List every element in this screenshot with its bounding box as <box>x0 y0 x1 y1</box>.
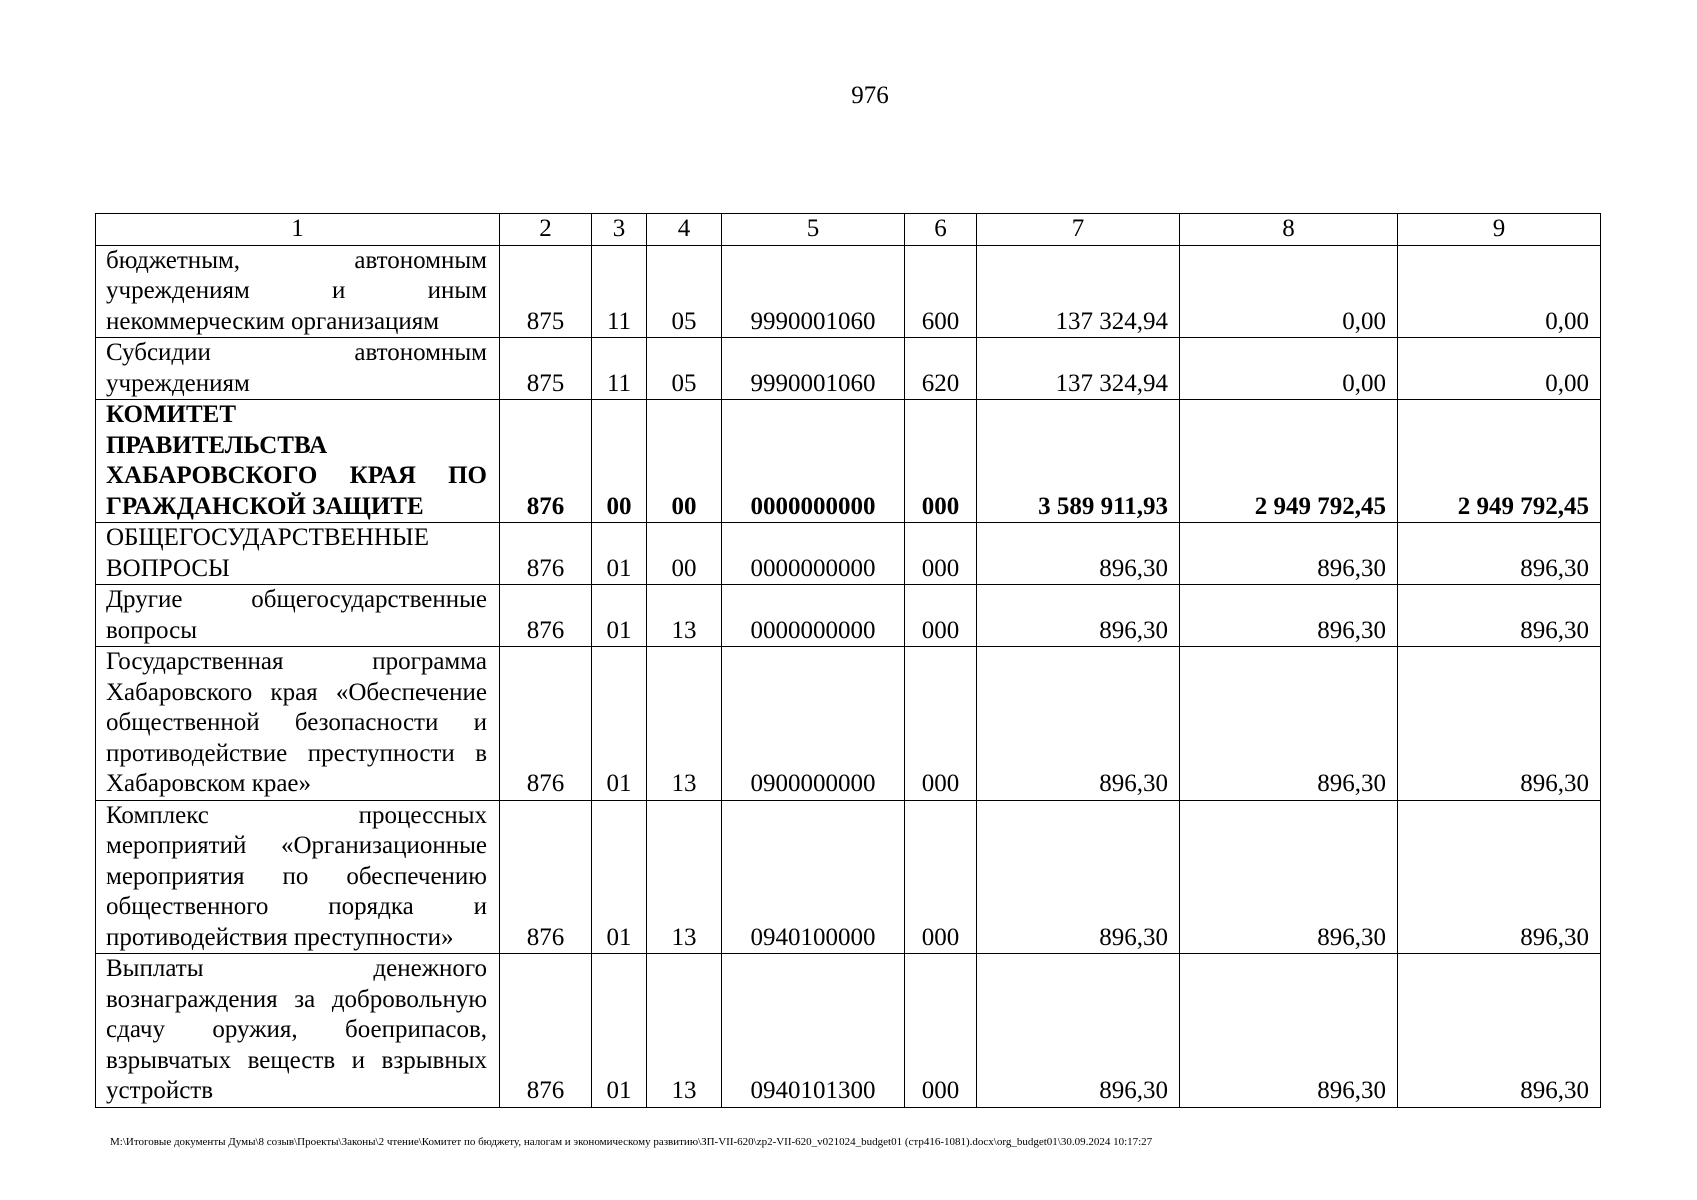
description-line: противодействие преступности в <box>106 739 487 767</box>
amount-year-2: 0,00 <box>1180 338 1398 400</box>
table-row <box>96 338 1601 400</box>
amount-year-2: 896,30 <box>1180 523 1398 585</box>
subsection-code: 13 <box>647 585 722 647</box>
target-article-code: 0000000000 <box>722 523 905 585</box>
amount-year-3: 896,30 <box>1398 585 1601 647</box>
amount-year-2: 2 949 792,45 <box>1180 400 1398 523</box>
description-line: Хабаровском крае» <box>106 770 312 797</box>
description-line: бюджетным, автономным <box>106 246 487 274</box>
row-description <box>96 647 500 801</box>
expense-type-code: 000 <box>905 585 977 647</box>
target-article-code: 0000000000 <box>722 585 905 647</box>
amount-year-1: 137 324,94 <box>977 245 1180 338</box>
row-description <box>96 245 500 338</box>
target-article-code: 0940100000 <box>722 800 905 954</box>
expense-type-code: 620 <box>905 338 977 400</box>
section-code: 01 <box>592 585 647 647</box>
description-line: Комплекс процессных <box>106 801 487 829</box>
ministry-code: 875 <box>500 338 592 400</box>
table-header-row <box>96 214 1601 246</box>
amount-year-2: 896,30 <box>1180 647 1398 801</box>
description-line: учреждениям и иным <box>106 277 487 304</box>
column-header: 6 <box>905 214 977 246</box>
ministry-code: 876 <box>500 523 592 585</box>
target-article-code: 9990001060 <box>722 338 905 400</box>
expense-type-code: 000 <box>905 954 977 1108</box>
subsection-code: 05 <box>647 338 722 400</box>
target-article-code: 9990001060 <box>722 245 905 338</box>
description-line: Государственная программа <box>106 648 487 675</box>
amount-year-3: 896,30 <box>1398 647 1601 801</box>
amount-year-2: 896,30 <box>1180 585 1398 647</box>
subsection-code: 00 <box>647 400 722 523</box>
amount-year-3: 0,00 <box>1398 338 1601 400</box>
description-line: Хабаровского края «Обеспечение <box>106 678 487 706</box>
description-line: сдачу оружия, боеприпасов, <box>106 1016 487 1043</box>
budget-table <box>95 213 1601 1108</box>
description-line: мероприятия по обеспечению <box>106 862 487 890</box>
section-code: 00 <box>592 400 647 523</box>
target-article-code: 0000000000 <box>722 400 905 523</box>
description-line: Другие общегосударственные <box>106 586 487 613</box>
table-row <box>96 585 1601 647</box>
file-path-footer: М:\Итоговые документы Думы\8 созыв\Проекты\Законы\2 чтение\Комитет по бюджету, налогам и экономическому развитию\ЗП-VII-620\zp2-VII-620_v021024_budget01 (стр416-1081).docx\org_budget01\30.09.2024 10:17:27 <box>110 1136 1153 1148</box>
description-line: ПРАВИТЕЛЬСТВА <box>106 431 328 459</box>
amount-year-2: 0,00 <box>1180 245 1398 338</box>
table-row <box>96 523 1601 585</box>
subsection-code: 00 <box>647 523 722 585</box>
row-description <box>96 585 500 647</box>
section-code: 01 <box>592 954 647 1108</box>
amount-year-2: 896,30 <box>1180 800 1398 954</box>
description-line: некоммерческим организациям <box>106 307 440 335</box>
description-line: взрывчатых веществ и взрывных <box>106 1046 487 1074</box>
description-line: общественной безопасности и <box>106 709 487 736</box>
expense-type-code: 000 <box>905 400 977 523</box>
amount-year-1: 896,30 <box>977 800 1180 954</box>
column-header: 2 <box>500 214 592 246</box>
amount-year-3: 0,00 <box>1398 245 1601 338</box>
row-description <box>96 338 500 400</box>
amount-year-3: 896,30 <box>1398 954 1601 1108</box>
expense-type-code: 000 <box>905 647 977 801</box>
section-code: 01 <box>592 523 647 585</box>
amount-year-3: 2 949 792,45 <box>1398 400 1601 523</box>
column-header: 7 <box>977 214 1180 246</box>
amount-year-2: 896,30 <box>1180 954 1398 1108</box>
ministry-code: 876 <box>500 647 592 801</box>
table-row <box>96 954 1601 1108</box>
subsection-code: 05 <box>647 245 722 338</box>
row-description <box>96 400 500 523</box>
table-row <box>96 400 1601 523</box>
description-line: ГРАЖДАНСКОЙ ЗАЩИТЕ <box>106 492 424 520</box>
ministry-code: 876 <box>500 800 592 954</box>
column-header: 4 <box>647 214 722 246</box>
ministry-code: 876 <box>500 400 592 523</box>
subsection-code: 13 <box>647 954 722 1108</box>
column-header: 5 <box>722 214 905 246</box>
description-line: учреждениям <box>106 369 250 397</box>
target-article-code: 0940101300 <box>722 954 905 1108</box>
description-line: вознаграждения за добровольную <box>106 985 487 1013</box>
ministry-code: 876 <box>500 585 592 647</box>
description-line: ВОПРОСЫ <box>106 554 230 582</box>
amount-year-3: 896,30 <box>1398 523 1601 585</box>
amount-year-1: 896,30 <box>977 647 1180 801</box>
column-header: 3 <box>592 214 647 246</box>
description-line: ОБЩЕГОСУДАРСТВЕННЫЕ <box>106 524 429 551</box>
description-line: ХАБАРОВСКОГО КРАЯ ПО <box>106 462 487 489</box>
description-line: мероприятий «Организационные <box>106 832 487 859</box>
expense-type-code: 000 <box>905 800 977 954</box>
amount-year-3: 896,30 <box>1398 800 1601 954</box>
expense-type-code: 600 <box>905 245 977 338</box>
section-code: 01 <box>592 800 647 954</box>
amount-year-1: 3 589 911,93 <box>977 400 1180 523</box>
description-line: противодействия преступности» <box>106 923 454 951</box>
description-line: Субсидии автономным <box>106 339 487 366</box>
table-row <box>96 245 1601 338</box>
description-line: устройств <box>106 1077 214 1104</box>
amount-year-1: 896,30 <box>977 954 1180 1108</box>
row-description <box>96 523 500 585</box>
section-code: 11 <box>592 338 647 400</box>
amount-year-1: 137 324,94 <box>977 338 1180 400</box>
column-header: 1 <box>96 214 500 246</box>
description-line: вопросы <box>106 616 198 644</box>
ministry-code: 876 <box>500 954 592 1108</box>
page-number: 976 <box>851 82 889 109</box>
description-line: общественного порядка и <box>106 893 487 920</box>
table-row <box>96 800 1601 954</box>
amount-year-1: 896,30 <box>977 523 1180 585</box>
target-article-code: 0900000000 <box>722 647 905 801</box>
subsection-code: 13 <box>647 800 722 954</box>
column-header: 9 <box>1398 214 1601 246</box>
section-code: 11 <box>592 245 647 338</box>
description-line: КОМИТЕТ <box>106 401 237 428</box>
description-line: Выплаты денежного <box>106 955 487 982</box>
section-code: 01 <box>592 647 647 801</box>
row-description <box>96 954 500 1108</box>
ministry-code: 875 <box>500 245 592 338</box>
column-header: 8 <box>1180 214 1398 246</box>
expense-type-code: 000 <box>905 523 977 585</box>
table-row <box>96 647 1601 801</box>
amount-year-1: 896,30 <box>977 585 1180 647</box>
subsection-code: 13 <box>647 647 722 801</box>
row-description <box>96 800 500 954</box>
